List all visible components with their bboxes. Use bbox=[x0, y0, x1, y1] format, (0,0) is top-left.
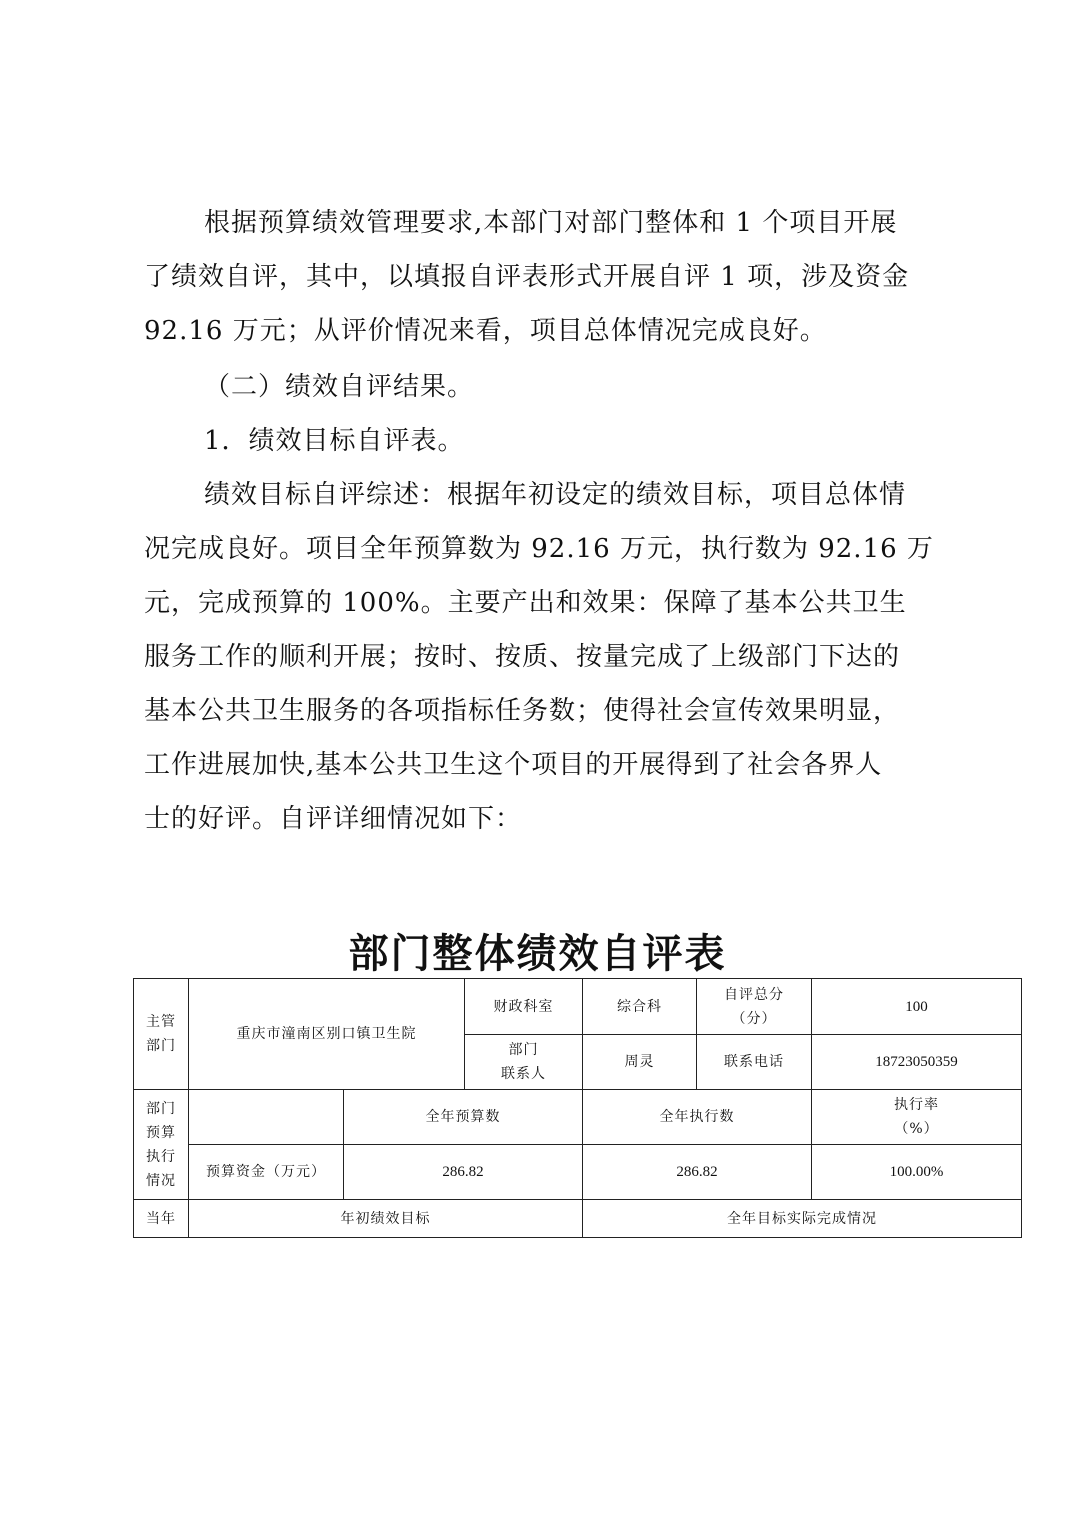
goals-side-label-cell: 当年 bbox=[134, 1200, 189, 1238]
intro-line-2: 了绩效自评，其中，以填报自评表形式开展自评 1 项，涉及资金 bbox=[144, 262, 910, 292]
summary-line-2: 况完成良好。项目全年预算数为 92.16 万元，执行数为 92.16 万 bbox=[144, 534, 934, 564]
contact-value-cell: 周灵 bbox=[583, 1035, 697, 1090]
table-title: 部门整体绩效自评表 bbox=[348, 931, 727, 977]
intro-paragraph bbox=[144, 196, 944, 358]
rate-header-line-2: （%） bbox=[894, 1121, 939, 1137]
table-row bbox=[134, 1145, 1022, 1200]
dept-label-line-1: 主管 bbox=[146, 1014, 176, 1030]
table-row bbox=[134, 1090, 1022, 1145]
rate-header-line-1: 执行率 bbox=[894, 1097, 939, 1113]
section-heading-results: （二）绩效自评结果。 bbox=[204, 372, 475, 402]
intro-line-3: 92.16 万元；从评价情况来看，项目总体情况完成良好。 bbox=[144, 316, 827, 346]
budget-value-cell: 286.82 bbox=[344, 1145, 583, 1200]
summary-line-3: 元，完成预算的 100%。主要产出和效果：保障了基本公共卫生 bbox=[144, 588, 907, 618]
dept-value-cell: 重庆市潼南区别口镇卫生院 bbox=[189, 979, 465, 1090]
dept-label-cell bbox=[134, 979, 189, 1090]
budget-side-line-1: 部门 bbox=[146, 1100, 176, 1117]
summary-line-5: 基本公共卫生服务的各项指标任务数；使得社会宣传效果明显， bbox=[144, 696, 901, 726]
exec-value-cell: 286.82 bbox=[583, 1145, 812, 1200]
initial-goal-header-cell: 年初绩效目标 bbox=[189, 1200, 583, 1238]
summary-line-4: 服务工作的顺利开展；按时、按质、按量完成了上级部门下达的 bbox=[144, 642, 901, 672]
score-value-cell: 100 bbox=[812, 979, 1022, 1035]
budget-header-cell: 全年预算数 bbox=[344, 1090, 583, 1145]
score-label-line-1: 自评总分 bbox=[724, 986, 784, 1003]
summary-line-1: 绩效目标自评综述：根据年初设定的绩效目标，项目总体情 bbox=[204, 480, 907, 510]
summary-line-6: 工作进展加快,基本公共卫生这个项目的开展得到了社会各界人 bbox=[144, 750, 883, 780]
dept-label-line-2: 部门 bbox=[146, 1038, 176, 1054]
budget-side-line-3: 执行 bbox=[146, 1148, 176, 1165]
rate-header-cell bbox=[812, 1090, 1022, 1145]
rate-value-cell: 100.00% bbox=[812, 1145, 1022, 1200]
contact-label-line-2: 联系人 bbox=[501, 1066, 546, 1082]
score-label-cell bbox=[697, 979, 812, 1035]
office-value-cell: 综合科 bbox=[583, 979, 697, 1035]
budget-row-label-cell: 预算资金（万元） bbox=[189, 1145, 344, 1200]
office-label-cell: 财政科室 bbox=[465, 979, 583, 1035]
exec-header-cell: 全年执行数 bbox=[583, 1090, 812, 1145]
phone-label-cell: 联系电话 bbox=[697, 1035, 812, 1090]
score-label-line-2: （分） bbox=[731, 1010, 777, 1027]
summary-paragraph bbox=[144, 468, 944, 846]
contact-label-cell bbox=[465, 1035, 583, 1090]
contact-label-line-1: 部门 bbox=[508, 1042, 539, 1058]
budget-side-line-2: 预算 bbox=[146, 1124, 176, 1141]
budget-empty-header-cell bbox=[189, 1090, 344, 1145]
phone-value-cell: 18723050359 bbox=[812, 1035, 1022, 1090]
table-row bbox=[134, 1200, 1022, 1238]
budget-side-line-4: 情况 bbox=[146, 1172, 176, 1189]
table-row bbox=[134, 979, 1022, 1035]
summary-line-7: 士的好评。自评详细情况如下： bbox=[144, 804, 523, 834]
subsection-heading-table: 1．绩效目标自评表。 bbox=[204, 426, 465, 456]
intro-line-1: 根据预算绩效管理要求,本部门对部门整体和 1 个项目开展 bbox=[204, 208, 898, 238]
evaluation-table bbox=[133, 978, 1022, 1238]
actual-completion-header-cell: 全年目标实际完成情况 bbox=[583, 1200, 1022, 1238]
budget-side-label-cell bbox=[134, 1090, 189, 1200]
